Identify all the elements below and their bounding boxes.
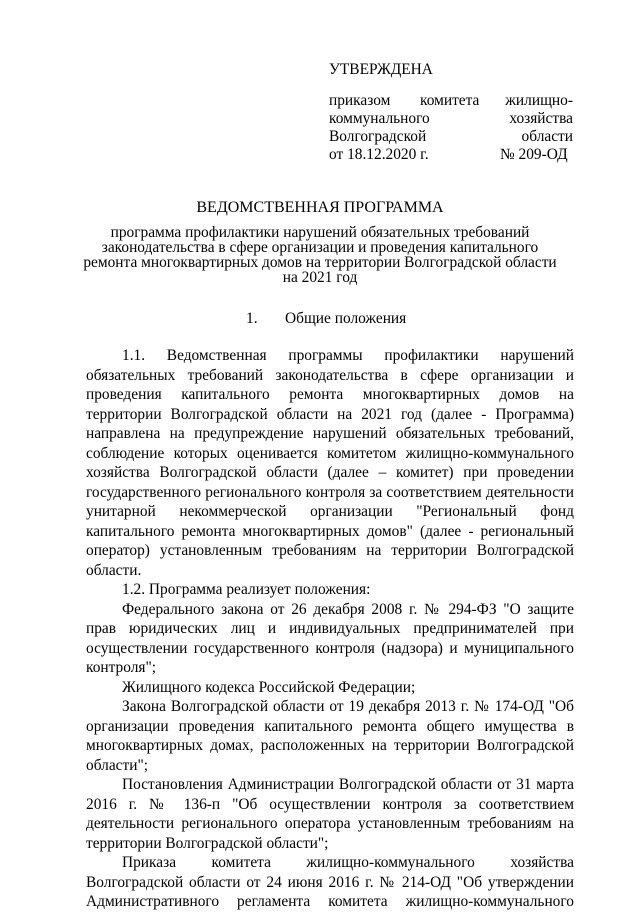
- document-body: [86, 346, 574, 912]
- approval-line-1: [329, 92, 573, 110]
- subtitle-line: программа профилактики нарушений обязательных требований: [110, 224, 530, 241]
- approval-word: Волгоградской: [329, 128, 427, 145]
- approval-word: хозяйства: [509, 110, 573, 127]
- approval-line-2: [329, 110, 573, 128]
- approval-line-3: [329, 128, 573, 146]
- section-title: Общие положения: [285, 310, 407, 327]
- approval-date: от 18.12.2020 г.: [329, 146, 429, 163]
- approval-word: комитета: [420, 92, 480, 109]
- approval-number: № 209-ОД: [500, 146, 568, 163]
- approval-line-4: [329, 146, 573, 164]
- section-number: 1.: [246, 310, 258, 327]
- paragraph-regional-law: Закона Волгоградской области от 19 декабря 2013 г. № 174-ОД "Об организации проведения капитального ремонта общего имущества в многоквартирных домах, расположенных на территории Волгоградской области";: [86, 698, 574, 774]
- subtitle-line: на 2021 год: [282, 269, 358, 286]
- paragraph-1-2: 1.2. Программа реализует положения:: [122, 581, 371, 598]
- paragraph-1-1: 1.1. Ведомственная программы профилактики нарушений обязательных требований законодательства в сфере организации и проведения капитального ремонта многоквартирных домов на территории Волгоградской области на 2021 год (далее - Программа) направлена на предупреждение нарушений обязательных требований, соблюдение которых оценивается комитетом жилищно-коммунального хозяйства Волгоградской области (далее – комитет) при проведении государственного регионального контроля за соответствием деятельности унитарной некоммерческой организации "Региональный фонд капитального ремонта многоквартирных домов" (далее - региональный оператор) установленным требованиям на территории Волгоградской области.: [86, 347, 574, 579]
- subtitle-line: законодательства в сфере организации и проведения капитального: [101, 239, 539, 256]
- paragraph-federal-law: Федерального закона от 26 декабря 2008 г. № 294-ФЗ "О защите прав юридических лиц и индивидуальных предпринимателей при осуществлении государственного контроля (надзора) и муниципального контроля";: [86, 600, 574, 676]
- approval-word: жилищно-: [505, 92, 573, 109]
- document-subtitle: [0, 225, 640, 285]
- paragraph-order: Приказа комитета жилищно-коммунального хозяйства Волгоградской области от 24 июня 2016 г. № 214-ОД "Об утверждении Административного регламента комитета жилищно-коммунального: [86, 854, 574, 910]
- approval-word: приказом: [329, 92, 391, 109]
- paragraph-housing-code: Жилищного кодекса Российской Федерации;: [122, 678, 416, 696]
- approval-word: области: [521, 128, 573, 145]
- approval-title: УТВЕРЖДЕНА: [329, 61, 433, 78]
- document-title: ВЕДОМСТВЕННАЯ ПРОГРАММА: [196, 199, 444, 216]
- subtitle-line: ремонта многоквартирных домов на территории Волгоградской области: [83, 254, 557, 271]
- approval-word: коммунального: [329, 110, 430, 127]
- paragraph-resolution: Постановления Администрации Волгоградской области от 31 марта 2016 г. № 136-п "Об осуществлении контроля за соответствием деятельности регионального оператора установленным требованиям на территории Волгоградской области";: [86, 776, 574, 852]
